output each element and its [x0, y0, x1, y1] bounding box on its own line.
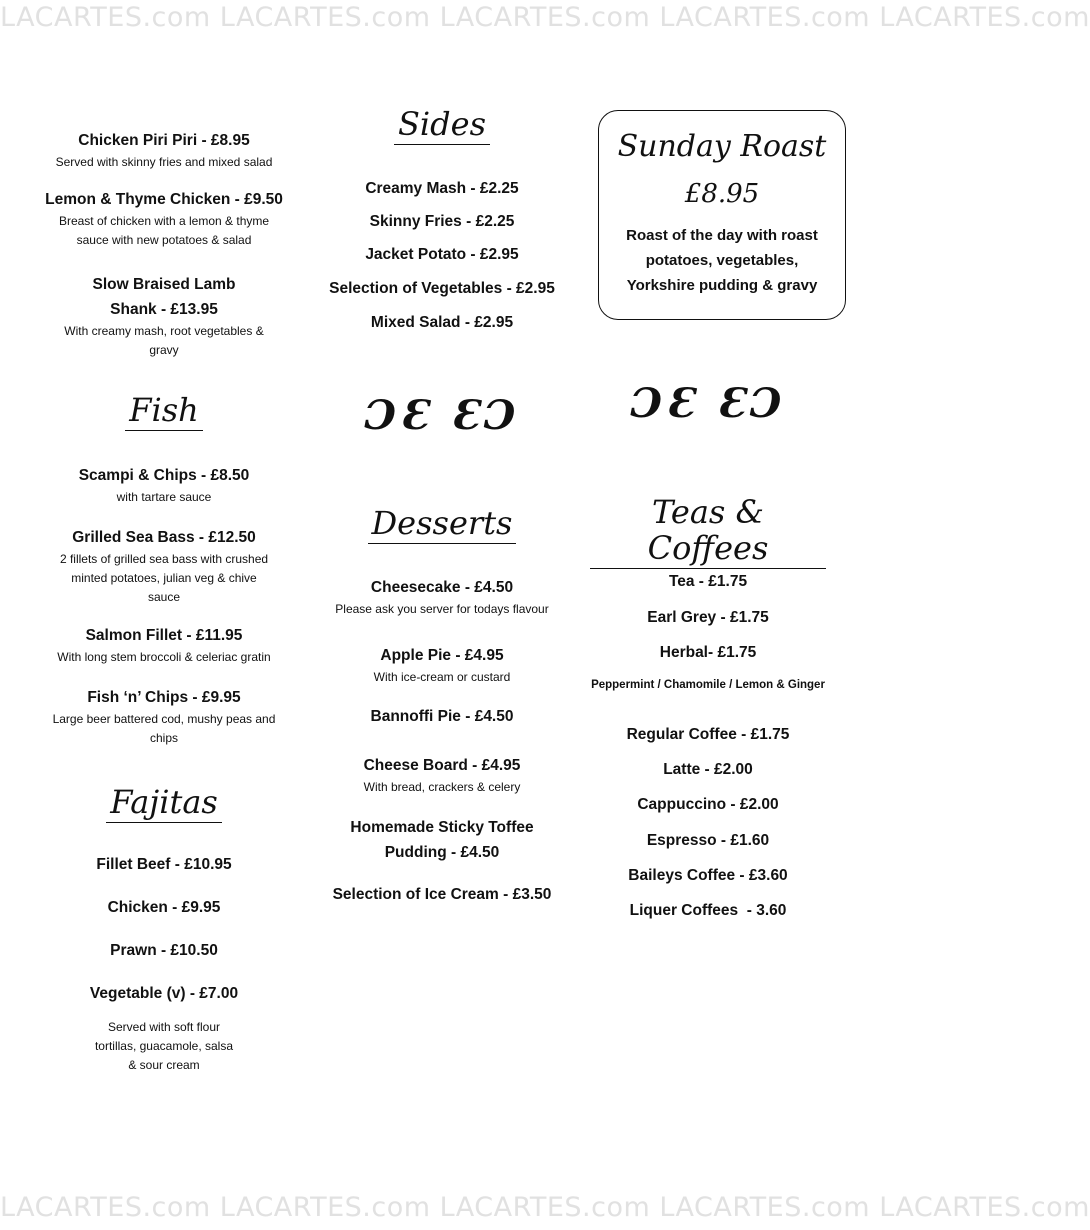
menu-item: [40, 463, 288, 507]
item-title: Apple Pie - £4.95: [380, 647, 504, 664]
drink-item: Baileys Coffee - £3.60: [628, 867, 788, 884]
item-desc: With long stem broccoli & celeriac gratin: [57, 650, 271, 664]
fajita-item: Chicken - £9.95: [107, 899, 221, 916]
item-title: Bannoffi Pie - £4.50: [370, 708, 514, 725]
sides-heading-wrap: [318, 106, 566, 145]
drink-item: Espresso - £1.60: [646, 832, 770, 849]
menu-column-1: [40, 0, 288, 1230]
watermark-top: LACARTES.com LACARTES.com LACARTES.com LACARTES.com LACARTES.com: [0, 2, 1090, 33]
fajitas-heading: Fajitas: [106, 784, 222, 823]
item-title: Homemade Sticky Toffee Pudding - £4.50: [350, 819, 534, 861]
desserts-heading-wrap: [318, 505, 566, 544]
menu-item: [318, 643, 566, 687]
item-title: Cheese Board - £4.95: [363, 757, 521, 774]
menu-item: [318, 704, 566, 729]
ornament-divider: ƆƐ ƐƆ: [630, 380, 786, 427]
menu-item: [318, 815, 566, 865]
side-item: Skinny Fries - £2.25: [369, 213, 515, 230]
item-desc: With ice-cream or custard: [373, 670, 511, 684]
fajita-item: Prawn - £10.50: [110, 942, 218, 959]
teas-heading-wrap: [590, 494, 826, 569]
drink-item: Herbal- £1.75: [659, 644, 757, 661]
fish-heading: Fish: [125, 392, 202, 431]
side-item: Selection of Vegetables - £2.95: [329, 280, 555, 297]
fajita-item: Vegetable (v) - £7.00: [89, 985, 239, 1002]
desserts-heading: Desserts: [368, 505, 517, 544]
item-desc: With bread, crackers & celery: [363, 780, 521, 794]
fajitas-note: Served with soft flour tortillas, guacamole, salsa & sour cream: [94, 1020, 234, 1072]
sides-heading: Sides: [394, 106, 490, 145]
item-title: Lemon & Thyme Chicken - £9.50: [45, 191, 283, 208]
menu-item: [318, 575, 566, 619]
item-desc: Served with skinny fries and mixed salad: [55, 155, 273, 169]
drink-item: Latte - £2.00: [663, 761, 753, 778]
item-title: Fish ‘n’ Chips - £9.95: [87, 689, 241, 706]
item-desc: With creamy mash, root vegetables & gravy: [64, 324, 264, 357]
fish-heading-wrap: [40, 392, 288, 431]
watermark-bottom: LACARTES.com LACARTES.com LACARTES.com LACARTES.com LACARTES.com: [0, 1192, 1090, 1223]
item-desc: Please ask you server for todays flavour: [335, 602, 549, 616]
menu-item: [40, 525, 288, 607]
menu-item: [318, 753, 566, 797]
item-title: Grilled Sea Bass - £12.50: [72, 529, 256, 546]
side-item: Creamy Mash - £2.25: [365, 180, 519, 197]
menu-item: [318, 882, 566, 907]
item-desc: with tartare sauce: [116, 490, 212, 504]
ornament-divider: ƆƐ ƐƆ: [364, 392, 520, 439]
menu-item: [40, 272, 288, 360]
drink-item: Tea - £1.75: [668, 573, 748, 590]
side-item: Mixed Salad - £2.95: [370, 314, 514, 331]
sunday-roast-price: £8.95: [684, 179, 760, 209]
sunday-roast-title: Sunday Roast: [617, 129, 827, 164]
item-title: Slow Braised Lamb Shank - £13.95: [92, 276, 236, 318]
menu-item: [40, 187, 288, 250]
item-title: Chicken Piri Piri - £8.95: [78, 132, 250, 149]
item-title: Selection of Ice Cream - £3.50: [332, 886, 552, 903]
item-title: Cheesecake - £4.50: [370, 579, 514, 596]
menu-item: [40, 685, 288, 748]
menu-column-3: [590, 0, 826, 1230]
menu-column-2: [318, 0, 566, 1230]
fajita-item: Fillet Beef - £10.95: [96, 856, 232, 873]
drink-item: Liquer Coffees - 3.60: [629, 902, 787, 919]
drink-item: Regular Coffee - £1.75: [626, 726, 790, 743]
item-desc: Breast of chicken with a lemon & thyme sauce with new potatoes & salad: [58, 214, 270, 247]
menu-item: [40, 128, 288, 172]
menu-item: [40, 623, 288, 667]
drink-item: Cappuccino - £2.00: [637, 796, 779, 813]
teas-coffees-heading: Teas & Coffees: [590, 494, 826, 569]
item-title: Scampi & Chips - £8.50: [78, 467, 250, 484]
herbal-note: Peppermint / Chamomile / Lemon & Ginger: [591, 679, 825, 691]
item-desc: 2 fillets of grilled sea bass with crushed minted potatoes, julian veg & chive sauce: [59, 552, 269, 604]
item-desc: Large beer battered cod, mushy peas and chips: [52, 712, 276, 745]
fajitas-heading-wrap: [40, 784, 288, 823]
item-title: Salmon Fillet - £11.95: [85, 627, 243, 644]
sunday-roast-desc: Roast of the day with roast potatoes, vegetables, Yorkshire pudding & gravy: [626, 227, 818, 294]
drink-item: Earl Grey - £1.75: [647, 609, 769, 626]
side-item: Jacket Potato - £2.95: [365, 246, 519, 263]
